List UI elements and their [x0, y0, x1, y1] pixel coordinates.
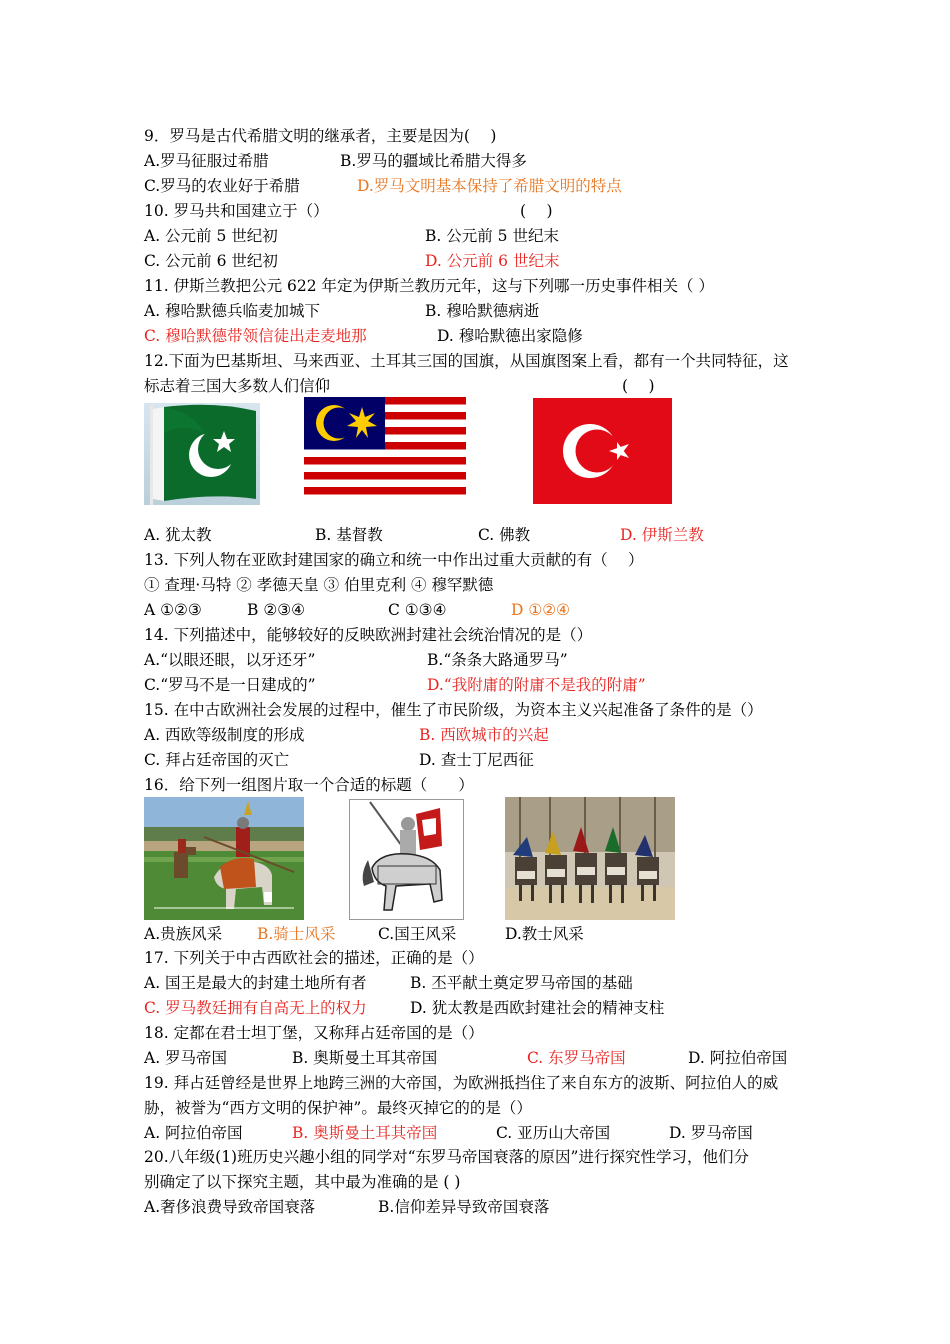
q14-option-b: B.“条条大路通罗马”: [427, 651, 568, 669]
q14-option-c: C.“罗马不是一日建成的”: [144, 676, 316, 694]
knight-illustration: [349, 799, 464, 920]
knight-photo-3-icon: [505, 797, 675, 920]
q19-option-d: D. 罗马帝国: [669, 1124, 753, 1142]
q12-option-d: D. 伊斯兰教: [620, 526, 704, 544]
q11-option-c: C. 穆哈默德带领信徒出走麦地那: [144, 327, 367, 345]
q9-stem: 9．罗马是古代希腊文明的继承者，主要是因为( ): [144, 127, 497, 145]
knight-tournament-photo: [144, 797, 304, 920]
q17-stem: 17. 下列关于中古西欧社会的描述，正确的是（）: [144, 949, 484, 967]
q15-option-d: D. 查士丁尼西征: [419, 751, 534, 769]
q9-option-d: D.罗马文明基本保持了希腊文明的特点: [357, 177, 622, 195]
q18-option-c: C. 东罗马帝国: [527, 1049, 626, 1067]
pakistan-flag-icon: [144, 403, 260, 505]
q18-option-d: D. 阿拉伯帝国: [688, 1049, 788, 1067]
malaysia-flag-icon: [304, 397, 466, 502]
q16-stem: 16．给下列一组图片取一个合适的标题（ ）: [144, 776, 474, 794]
q13-option-d: D ①②④: [511, 601, 571, 619]
q20-option-a: A.奢侈浪费导致帝国衰落: [144, 1198, 316, 1216]
q9-option-a: A.罗马征服过希腊: [144, 152, 269, 170]
q14-option-a: A.“以眼还眼，以牙还牙”: [144, 651, 316, 669]
q13-option-b: B ②③④: [247, 601, 306, 619]
q15-option-a: A. 西欧等级制度的形成: [144, 726, 305, 744]
q19-stem-line2: 胁，被誉为“西方文明的保护神”。最终灭掉它的的是（）: [144, 1099, 532, 1117]
turkey-flag-image: [533, 398, 672, 504]
q10-option-c: C. 公元前 6 世纪初: [144, 252, 278, 270]
q16-option-d: D.教士风采: [505, 925, 584, 943]
malaysia-flag-image: [304, 397, 466, 502]
q18-option-a: A. 罗马帝国: [144, 1049, 228, 1067]
q10-answer-paren: ( ): [520, 202, 553, 220]
q15-option-b: B. 西欧城市的兴起: [419, 726, 549, 744]
q10-stem: 10. 罗马共和国建立于（）: [144, 202, 329, 220]
q20-stem-line1: 20.八年级(1)班历史兴趣小组的同学对“东罗马帝国衰落的原因”进行探究性学习，他们分: [144, 1148, 749, 1166]
q17-option-b: B. 丕平献土奠定罗马帝国的基础: [410, 974, 633, 992]
q16-option-b: B.骑士风采: [257, 925, 336, 943]
q14-option-d: D.“我附庸的附庸不是我的附庸”: [427, 676, 646, 694]
knight-photo-1-icon: [144, 797, 304, 920]
q15-option-c: C. 拜占廷帝国的灭亡: [144, 751, 290, 769]
q10-option-b: B. 公元前 5 世纪末: [425, 227, 559, 245]
q13-items: ① 查理·马特 ② 孝德天皇 ③ 伯里克利 ④ 穆罕默德: [144, 576, 494, 594]
q20-option-b: B.信仰差异导致帝国衰落: [378, 1198, 550, 1216]
q12-option-b: B. 基督教: [315, 526, 383, 544]
q19-stem-line1: 19. 拜占廷曾经是世界上地跨三洲的大帝国，为欧洲抵挡住了来自东方的波斯、阿拉伯人的威: [144, 1074, 779, 1092]
q12-stem-line2: 标志着三国大多数人们信仰: [144, 377, 331, 395]
q13-option-c: C ①③④: [388, 601, 447, 619]
q16-option-c: C.国王风采: [378, 925, 457, 943]
q13-option-a: A ①②③: [144, 601, 202, 619]
q18-option-b: B. 奥斯曼土耳其帝国: [292, 1049, 438, 1067]
q12-answer-paren: ( ): [622, 377, 655, 395]
q18-stem: 18. 定都在君士坦丁堡，又称拜占廷帝国的是（）: [144, 1024, 484, 1042]
q17-option-d: D. 犹太教是西欧封建社会的精神支柱: [410, 999, 665, 1017]
knights-parade-photo: [505, 797, 675, 920]
q13-stem: 13. 下列人物在亚欧封建国家的确立和统一中作出过重大贡献的有（ ）: [144, 551, 644, 569]
q11-option-b: B. 穆哈默德病逝: [425, 302, 540, 320]
q17-option-a: A. 国王是最大的封建土地所有者: [144, 974, 367, 992]
pakistan-flag-image: [144, 403, 260, 505]
q9-option-c: C.罗马的农业好于希腊: [144, 177, 300, 195]
q20-stem-line2: 别确定了以下探究主题，其中最为准确的是 ( ): [144, 1173, 461, 1191]
q10-option-a: A. 公元前 5 世纪初: [144, 227, 278, 245]
q12-option-c: C. 佛教: [478, 526, 531, 544]
q11-stem: 11. 伊斯兰教把公元 622 年定为伊斯兰教历元年，这与下列哪一历史事件相关（ ）: [144, 277, 714, 295]
q12-stem-line1: 12.下面为巴基斯坦、马来西亚、土耳其三国的国旗，从国旗图案上看，都有一个共同特征，这: [144, 352, 789, 370]
q19-option-c: C. 亚历山大帝国: [496, 1124, 611, 1142]
knight-illustration-icon: [350, 800, 463, 919]
q15-stem: 15. 在中古欧洲社会发展的过程中，催生了市民阶级，为资本主义兴起准备了条件的是（）: [144, 701, 763, 719]
q11-option-a: A. 穆哈默德兵临麦加城下: [144, 302, 321, 320]
q16-option-a: A.贵族风采: [144, 925, 223, 943]
q9-option-b: B.罗马的疆域比希腊大得多: [340, 152, 527, 170]
q14-stem: 14. 下列描述中，能够较好的反映欧洲封建社会统治情况的是（）: [144, 626, 593, 644]
turkey-flag-icon: [533, 398, 672, 504]
q19-option-a: A. 阿拉伯帝国: [144, 1124, 243, 1142]
q10-option-d: D. 公元前 6 世纪末: [425, 252, 560, 270]
q19-option-b: B. 奥斯曼土耳其帝国: [292, 1124, 438, 1142]
q17-option-c: C. 罗马教廷拥有自高无上的权力: [144, 999, 367, 1017]
q12-option-a: A. 犹太教: [144, 526, 212, 544]
q11-option-d: D. 穆哈默德出家隐修: [437, 327, 583, 345]
